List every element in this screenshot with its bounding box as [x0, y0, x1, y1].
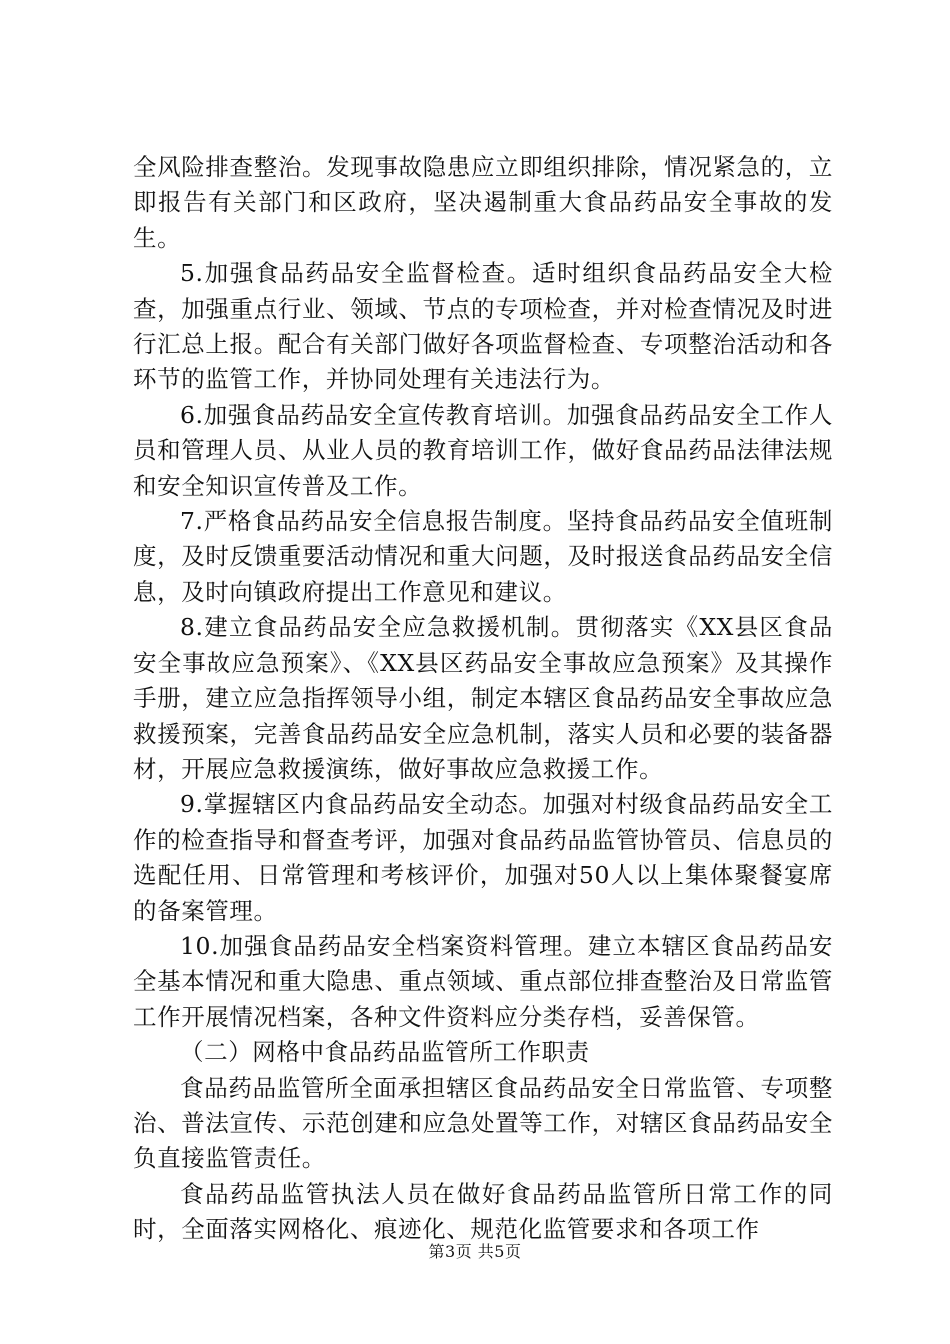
- paragraph-risk-continuation: 全风险排查整治。发现事故隐患应立即组织排除，情况紧急的，立即报告有关部门和区政府，坚决遏制重大食品药品安全事故的发生。: [133, 153, 833, 252]
- paragraph-item-8: 8.建立食品药品安全应急救援机制。贯彻落实《XX县区食品安全事故应急预案》、《XX县区药品安全事故应急预案》及其操作手册，建立应急指挥领导小组，制定本辖区食品药品安全事故应急救援预案，完善食品药品安全应急机制，落实人员和必要的装备器材，开展应急救援演练，做好事故应急救援工作。: [133, 613, 833, 783]
- document-body: [133, 150, 833, 1248]
- paragraph-item-7: 7.严格食品药品安全信息报告制度。坚持食品药品安全值班制度，及时反馈重要活动情况和重大问题，及时报送食品药品安全信息，及时向镇政府提出工作意见和建议。: [133, 507, 833, 606]
- page-footer: 第3页 共5页: [428, 1242, 522, 1261]
- paragraph-office-duty: 食品药品监管所全面承担辖区食品药品安全日常监管、专项整治、普法宣传、示范创建和应急处置等工作，对辖区食品药品安全负直接监管责任。: [133, 1073, 833, 1173]
- paragraph-item-5: 5.加强食品药品安全监督检查。适时组织食品药品安全大检查，加强重点行业、领域、节点的专项检查，并对检查情况及时进行汇总上报。配合有关部门做好各项监督检查、专项整治活动和各环节的监管工作，并协同处理有关违法行为。: [133, 259, 833, 394]
- paragraph-enforcement-staff: 食品药品监管执法人员在做好食品药品监管所日常工作的同时，全面落实网格化、痕迹化、规范化监管要求和各项工作: [133, 1179, 833, 1244]
- paragraph-item-6: 6.加强食品药品安全宣传教育培训。加强食品药品安全工作人员和管理人员、从业人员的教育培训工作，做好食品药品法律法规和安全知识宣传普及工作。: [133, 400, 833, 500]
- paragraph-item-9: 9.掌握辖区内食品药品安全动态。加强对村级食品药品安全工作的检查指导和督查考评，加强对食品药品监管协管员、信息员的选配任用、日常管理和考核评价，加强对50人以上集体聚餐宴席的备案管理。: [133, 790, 833, 925]
- paragraph-item-10: 10.加强食品药品安全档案资料管理。建立本辖区食品药品安全基本情况和重大隐患、重点领域、重点部位排查整治及日常监管工作开展情况档案，各种文件资料应分类存档，妥善保管。: [133, 931, 833, 1031]
- section-heading: （二）网格中食品药品监管所工作职责: [180, 1038, 590, 1067]
